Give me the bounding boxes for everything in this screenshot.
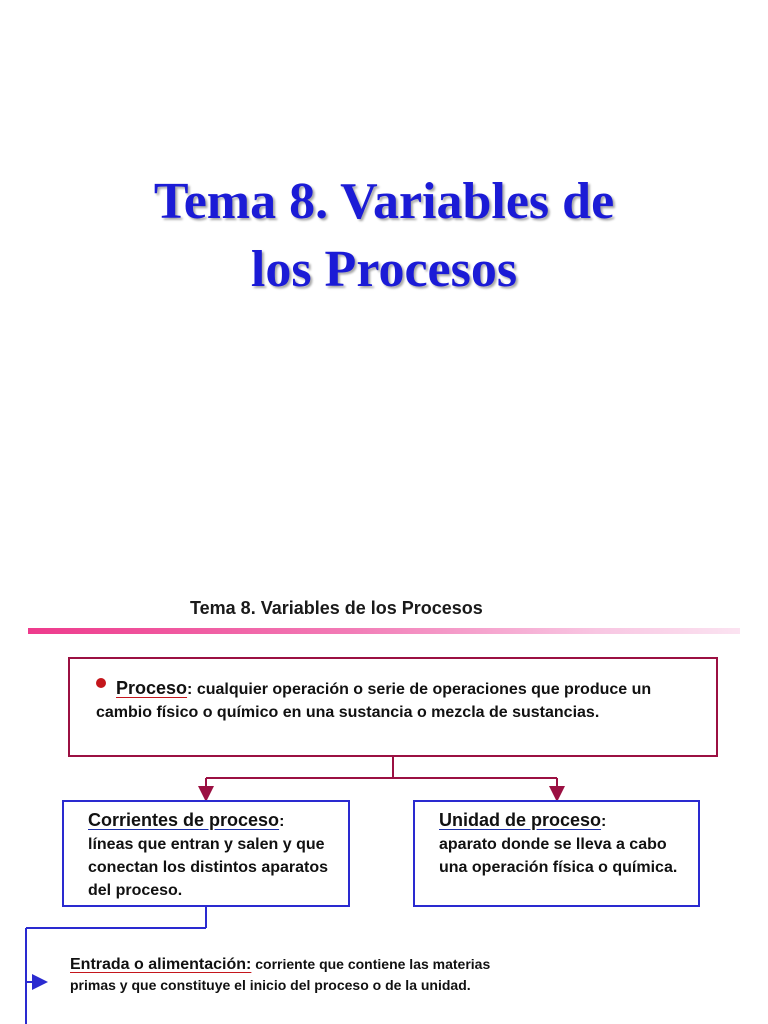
corrientes-term: Corrientes de proceso <box>88 810 280 830</box>
entrada-definition <box>70 954 540 996</box>
bullet-icon <box>96 678 106 688</box>
entrada-text: corriente que contiene las materias primas y que constituye el inicio del proceso o de la unidad. <box>70 956 491 993</box>
corrientes-definition-box <box>62 800 350 907</box>
proceso-definition-box <box>68 657 718 757</box>
slide-title <box>0 168 768 304</box>
corrientes-definition: líneas que entran y salen y que conectan los distintos aparatos del proceso. <box>88 836 329 899</box>
slide-title-line-1: Tema 8. Variables de <box>153 173 615 230</box>
unidad-colon: : <box>601 813 607 830</box>
header-divider-bar <box>28 628 740 634</box>
section-header: Tema 8. Variables de los Procesos <box>190 598 483 618</box>
corrientes-colon: : <box>279 813 285 830</box>
entrada-term: Entrada o alimentación: <box>70 956 252 973</box>
unidad-definition-box <box>413 800 700 907</box>
proceso-branch-connector <box>206 757 557 794</box>
unidad-term: Unidad de proceso <box>439 810 602 830</box>
slide-title-line-2: los Procesos <box>250 241 518 298</box>
proceso-definition: : cualquier operación o serie de operaciones que produce un cambio físico o químico en una sustancia o mezcla de sustancias. <box>96 681 652 721</box>
unidad-definition: aparato donde se lleva a cabo una operación física o química. <box>439 836 678 876</box>
proceso-term: Proceso <box>116 678 188 698</box>
